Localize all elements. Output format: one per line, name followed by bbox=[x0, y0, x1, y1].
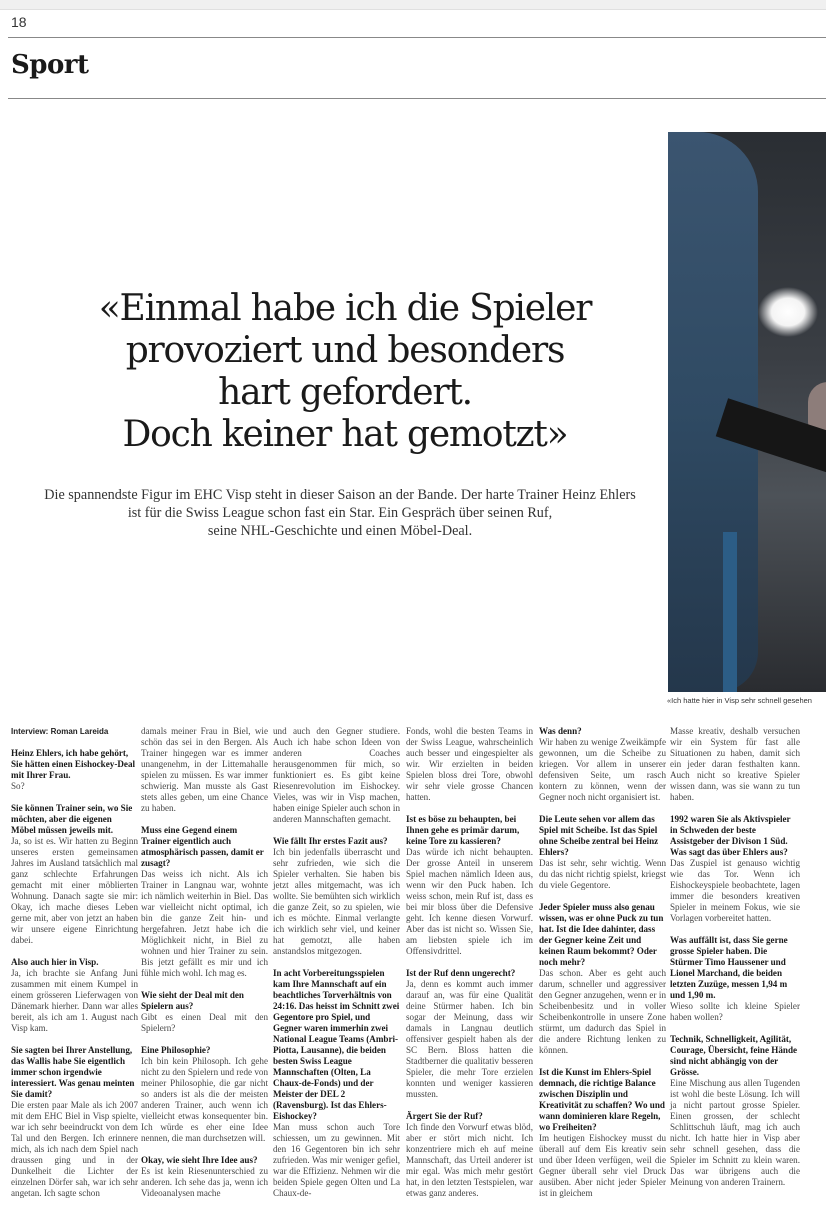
lead-line: ist für die Swiss League schon fast ein Star. Ein Gespräch über seinen Ruf, bbox=[127, 505, 553, 521]
article-photo bbox=[668, 132, 826, 692]
byline: Interview: Roman Lareida bbox=[11, 727, 109, 736]
headline-line: provoziert und besonders bbox=[125, 330, 565, 371]
interview-block bbox=[11, 1045, 138, 1199]
top-strip bbox=[0, 0, 826, 10]
interview-question: Ist die Kunst im Ehlers-Spiel demnach, die richtige Balance zwischen Disziplin und Kreativität zu schaffen? Wo und wann dominieren klare Regeln, wo Freiheiten? bbox=[539, 1067, 665, 1132]
lead-line: seine NHL-Geschichte und einen Möbel-Deal. bbox=[207, 523, 473, 539]
interview-answer: Es ist kein Riesenunterschied zu anderen. Ich sehe das ja, wenn ich Videoanalysen mache bbox=[141, 1166, 268, 1198]
interview-block bbox=[670, 1034, 800, 1188]
interview-block bbox=[406, 1111, 533, 1199]
interview-block bbox=[539, 1067, 666, 1199]
interview-block bbox=[141, 726, 268, 814]
interview-question: Okay, wie sieht Ihre Idee aus? bbox=[141, 1155, 258, 1165]
interview-answer: Das weiss ich nicht. Als ich Trainer in Langnau war, wohnte ich nämlich weiterhin in Biel. Das war vielleicht nicht optimal, ich bin die ganze Zeit hin- und hergefahren. Jetzt habe ich die Möglichkeit nicht, in Biel zu wohnen und hier Trainer zu sein. Bis jetzt gefällt es mir und ich fühle mich wohl. Ich mag es. bbox=[141, 869, 268, 978]
interview-block bbox=[273, 726, 400, 825]
interview-block bbox=[539, 726, 666, 803]
section-rule bbox=[8, 98, 826, 99]
interview-answer: Die ersten paar Male als ich 2007 mit dem EHC Biel in Visp spielte, war ich sehr beeindruckt von dem Tal und den Bergen. Ich erinnere mich, als ich nach dem Spiel nach draussen ging und in der Dunkelheit die Lichter der einzelnen Dörfer sah, war ich sehr angetan. Ich sagte schon bbox=[11, 1100, 138, 1198]
interview-question: Heinz Ehlers, ich habe gehört, Sie hätten einen Eishockey-Deal mit Ihrer Frau. bbox=[11, 748, 136, 780]
interview-question: Was auffällt ist, dass Sie gerne grosse Spieler haben. Die Stürmer Timo Haussener und Lionel Marchand, die beiden letzten Zuzüge, messen 1,94 m und 1,90 m. bbox=[670, 935, 788, 1000]
interview-question: Die Leute sehen vor allem das Spiel mit Scheibe. Ist das Spiel ohne Scheibe zentral bei Heinz Ehlers? bbox=[539, 814, 659, 857]
header-rule bbox=[8, 37, 826, 38]
headline bbox=[40, 288, 650, 456]
interview-block bbox=[11, 748, 138, 792]
interview-block bbox=[273, 836, 400, 957]
interview-answer: Man muss schon auch Tore schiessen, um zu gewinnen. Mit den 16 Gegentoren bin ich sehr zufrieden. Was mir weniger gefiel, war die Effizienz. Nehmen wir die beiden Spiele gegen Olten und La Chaux-de- bbox=[273, 1122, 400, 1198]
text-column-3 bbox=[273, 726, 400, 1210]
text-column-1 bbox=[11, 726, 138, 1210]
interview-block bbox=[539, 814, 666, 891]
interview-answer: Fonds, wohl die besten Teams in der Swiss League, wahrscheinlich auch besser und eingespielter als wir. Wir erzielten in beiden Spielen bloss drei Tore, obwohl wir sehr viele grosse Chancen hatten. bbox=[406, 726, 533, 802]
interview-question: Sie können Trainer sein, wo Sie möchten, aber die eigenen Möbel müssen jeweils mit. bbox=[11, 803, 133, 835]
interview-question: Ärgert Sie der Ruf? bbox=[406, 1111, 483, 1121]
interview-question: 1992 waren Sie als Aktivspieler in Schweden der beste Assistgeber der Divison 1 Süd. Was sagt das über Ehlers aus? bbox=[670, 814, 791, 857]
interview-answer: Das würde ich nicht behaupten. Der grosse Anteil in unserem Spiel machen nämlich Ideen aus, wenn wir den Puck haben. Ich weiss schon, mein Ruf ist, dass es bei mir bloss über die Defensive geht. Ich kenne diesen Vorwurf. Aber das ist nicht so. Wissen Sie, am liebsten spiele ich im Offensivdrittel. bbox=[406, 847, 533, 956]
interview-block bbox=[141, 990, 268, 1034]
lead-paragraph bbox=[40, 486, 640, 540]
headline-line: Doch keiner hat gemotzt» bbox=[122, 414, 568, 455]
interview-question: In acht Vorbereitungsspielen kam Ihre Mannschaft auf ein beachtliches Torverhältnis von 24:16. Das heisst im Schnitt zwei Gegentore pro Spiel, und Gegner waren immerhin zwei National League Teams (Ambri-Piotta, Lausanne), die beiden besten Swiss League Mannschaften (Olten, La Chaux-de-Fonds) und der Meister der DEL 2 (Ravensburg). Ist das Ehlers-Eishockey? bbox=[273, 968, 400, 1121]
interview-block bbox=[406, 726, 533, 803]
interview-block bbox=[539, 902, 666, 1056]
interview-answer: Masse kreativ, deshalb versuchen wir ein System für fast alle Situationen zu haben, damit sich ein jeder daran festhalten kann. Auch nicht so kreative Spieler wissen dann, was sie wann zu tun haben. bbox=[670, 726, 800, 802]
text-column-6 bbox=[670, 726, 800, 1199]
photo-caption: «Ich hatte hier in Visp sehr schnell gesehen bbox=[667, 696, 812, 705]
photo-stand bbox=[723, 532, 737, 692]
interview-answer: Wieso sollte ich kleine Spieler haben wollen? bbox=[670, 1001, 800, 1022]
interview-answer: Das schon. Aber es geht auch darum, schneller und aggressiver den Gegner anzugehen, wenn er in Scheibenbesitz und in voller Scheibenkontrolle in unsere Zone stürmt, um dadurch das Spiel in die andere Richtung lenken zu können. bbox=[539, 968, 666, 1055]
interview-answer: Ich bin kein Philosoph. Ich gehe nicht zu den Spielern und rede von meiner Philosophie, die gar nicht so anders ist als die der meisten anderen Trainer, auch wenn ich vielleicht etwas konsequenter bin. Ich würde es eher eine Idee nennen, die man durchsetzen will. bbox=[141, 1056, 268, 1143]
interview-question: Ist es böse zu behaupten, bei Ihnen gehe es primär darum, keine Tore zu kassieren? bbox=[406, 814, 520, 846]
lead-line: Die spannendste Figur im EHC Visp steht in dieser Saison an der Bande. Der harte Trainer Heinz Ehlers bbox=[44, 487, 636, 503]
section-title: Sport bbox=[11, 50, 89, 80]
interview-block bbox=[141, 825, 268, 979]
interview-question: Wie fällt Ihr erstes Fazit aus? bbox=[273, 836, 388, 846]
interview-answer: Gibt es einen Deal mit den Spielern? bbox=[141, 1012, 268, 1033]
interview-question: Technik, Schnelligkeit, Agilität, Courage, Übersicht, feine Hände sind nicht abhängig von der Grösse. bbox=[670, 1034, 798, 1077]
interview-question: Muss eine Gegend einem Trainer eigentlich auch atmosphärisch passen, damit er zusagt? bbox=[141, 825, 264, 868]
interview-block bbox=[406, 814, 533, 957]
text-column-2 bbox=[141, 726, 268, 1210]
interview-block bbox=[670, 935, 800, 1023]
interview-block bbox=[273, 968, 400, 1199]
interview-answer: Das ist sehr, sehr wichtig. Wenn du das nicht richtig spielst, kriegst du viele Gegentore. bbox=[539, 858, 666, 890]
headline-line: hart gefordert. bbox=[218, 372, 472, 413]
interview-block bbox=[406, 968, 533, 1100]
interview-question: Jeder Spieler muss also genau wissen, was er ohne Puck zu tun hat. Ist die Idee dahinter, dass der Gegner keine Zeit und keinen Raum bekommt? Oder noch mehr? bbox=[539, 902, 664, 967]
interview-block bbox=[141, 1045, 268, 1144]
interview-question: Also auch hier in Visp. bbox=[11, 957, 99, 967]
interview-question: Was denn? bbox=[539, 726, 582, 736]
interview-answer: damals meiner Frau in Biel, wie schön das sei in den Bergen. Als Trainer hingegen war es immer unangenehm, in der Littemahalle spielen zu müssen. Es war immer schwierig. Man musste als Gast stets alles geben, um eine Chance zu haben. bbox=[141, 726, 268, 813]
interview-block bbox=[670, 814, 800, 924]
text-column-5 bbox=[539, 726, 666, 1210]
interview-answer: Ja, so ist es. Wir hatten zu Beginn unseres ersten gemeinsamen Jahres im Ausland tatsächlich mal ganz schlechte Erfahrungen gemacht mit einer möblierten Wohnung. Danach sagte sie mir: Okay, ich mache dieses Leben gerne mit, aber von jetzt an haben wir unsere eigene Einrichtung dabei. bbox=[11, 836, 138, 945]
interview-question: Ist der Ruf denn ungerecht? bbox=[406, 968, 516, 978]
interview-block bbox=[11, 803, 138, 946]
interview-answer: Im heutigen Eishockey musst du überall auf dem Eis kreativ sein und über Ideen verfügen, weil die Gegner überall sehr viel Druck ausüben. Aber nicht jeder Spieler ist in gleichem bbox=[539, 1133, 666, 1198]
interview-answer: und auch den Gegner studiere. Auch ich habe schon Ideen von anderen Coaches herausgenommen für mich, so funktioniert es. Es gibt keine Riesenrevolution im Eishockey. Vieles, was wir in Visp machen, haben einige Spieler auch schon in anderen Mannschaften gemacht. bbox=[273, 726, 400, 824]
headline-line: «Einmal habe ich die Spieler bbox=[98, 288, 592, 329]
interview-answer: Ja, ich brachte sie Anfang Juni zusammen mit einem Kumpel in einem grösseren Lieferwagen von Dänemark hierher. Dann war alles bereit, als ich am 1. August nach Visp kam. bbox=[11, 968, 138, 1033]
interview-answer: Ich bin jedenfalls überrascht und sehr zufrieden, wie sich die Spieler verhalten. Sie haben bis jetzt alles mitgemacht, was ich wollte. Sie bemühten sich wirklich die ganze Zeit, so zu spielen, wie ich es möchte. Einmal verlangte ich wirklich sehr viel, und keiner hat gemotzt, alle haben anstandslos mitgezogen. bbox=[273, 847, 400, 956]
interview-answer: So? bbox=[11, 781, 25, 791]
text-column-4 bbox=[406, 726, 533, 1210]
page-number: 18 bbox=[11, 14, 27, 30]
interview-block bbox=[11, 957, 138, 1034]
interview-answer: Wir haben zu wenige Zweikämpfe gewonnen, um die Scheibe zu kriegen. Vor allem in unserer defensiven Seite, um rasch kontern zu können, wenn der Gegner noch nicht organisiert ist. bbox=[539, 737, 666, 802]
interview-block bbox=[670, 726, 800, 803]
interview-answer: Das Zuspiel ist genauso wichtig wie das Tor. Wenn ich Eishockeyspiele beobachtete, lagen immer die besonders kreativen Spieler in meinem Fokus, wie sie Vorlagen vorbereitet hatten. bbox=[670, 858, 800, 923]
interview-question: Wie sieht der Deal mit den Spielern aus? bbox=[141, 990, 244, 1011]
interview-answer: Ich finde den Vorwurf etwas blöd, aber er stört mich nicht. Ich konzentriere mich eh auf meine Mannschaft, das Urteil anderer ist mir egal. Was mich mehr gestört hat, in den letzten Testspielen, war etwas ganz anderes. bbox=[406, 1122, 533, 1198]
interview-block bbox=[141, 1155, 268, 1199]
interview-question: Eine Philosophie? bbox=[141, 1045, 211, 1055]
interview-answer: Ja, denn es kommt auch immer darauf an, was für eine Qualität deine Stürmer haben. Ich bin sogar der Meinung, dass wir damals in Langnau deutlich offensiver gespielt haben als der SC Bern. Bloss hatten die Stadtberner die qualitativ besseren Spieler, die mehr Tore erzielen konnten und weniger kassieren mussten. bbox=[406, 979, 533, 1099]
interview-answer: Eine Mischung aus allen Tugenden ist wohl die beste Lösung. Ich will ja nicht partout grosse Spieler. Einen grossen, der schlecht Schlittschuh läuft, mag ich auch nicht. Ich hatte hier in Visp aber sehr schnell gesehen, dass die Spieler im Schnitt zu klein waren. Das war übrigens auch die Meinung von anderen Trainern. bbox=[670, 1078, 800, 1187]
interview-question: Sie sagten bei Ihrer Anstellung, das Wallis habe Sie eigentlich immer schon irgendwie interessiert. Was genau meinten Sie damit? bbox=[11, 1045, 135, 1099]
